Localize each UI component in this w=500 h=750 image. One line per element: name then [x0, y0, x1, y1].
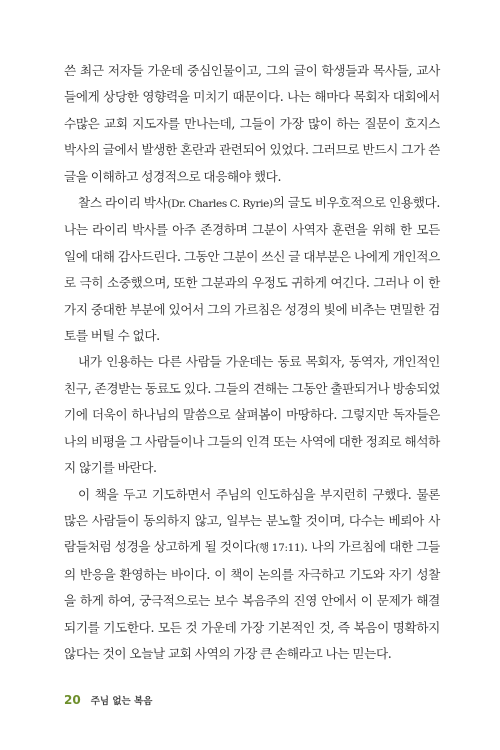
page-footer [64, 693, 152, 707]
paragraph-text-rest: 의 글도 비우호적으로 인용했다. 나는 라이리 박사를 아주 존경하며 그분이 사역자 훈련을 위해 한 모든 일에 대해 감사드린다. 그동안 그분이 쓰신 글 대부분은 나에게 개인적으로 극히 소중했으며, 또한 그분과의 우정도 귀하게 여긴다. 그러나 이 한 가지 중대한 부분에 있어서 그의 가르침은 성경의 빛에 비추는 면밀한 검토를 버틸 수 없다. [64, 195, 441, 344]
running-title: 주님 없는 복음 [90, 696, 153, 707]
paragraph-text-start: 찰스 라이리 박사 [78, 195, 168, 211]
scripture-reference: (행 17:11) [255, 542, 305, 555]
paragraph-prayer [64, 482, 440, 668]
paragraph-ryrie [64, 190, 440, 349]
paragraph-continuation [64, 58, 440, 190]
paragraph-others [64, 349, 440, 481]
paragraph-text: 쓴 최근 저자들 가운데 중심인물이고, 그의 글이 학생들과 목사들, 교사들에게 상당한 영향력을 미치기 때문이다. 나는 해마다 목회자 대회에서 수많은 교회 지도자를 만나는데, 그들이 가장 많이 하는 질문이 호지스 박사의 글에서 발생한 혼란과 관련되어 있었다. 그러므로 반드시 그가 쓴 글을 이해하고 성경적으로 대응해야 했다. [64, 63, 440, 184]
paragraph-text-rest: . 나의 가르침에 대한 그들의 반응을 환영하는 바이다. 이 책이 논의를 자극하고 기도와 자기 성찰을 하게 하여, 궁극적으로는 보수 복음주의 진영 안에서 이 문제가 해결되기를 기도한다. 모든 것 가운데 가장 기본적인 것, 즉 복음이 명확하지 않다는 것이 오늘날 교회 사역의 가장 큰 손해라고 나는 믿는다. [64, 539, 440, 661]
paragraph-text-start: 이 책을 두고 기도하면서 주님의 인도하심을 부지런히 구했다. 물론 많은 사람들이 동의하지 않고, 일부는 분노할 것이며, 다수는 베뢰아 사람들처럼 성경을 상고하게 될 것이다 [64, 486, 440, 555]
english-name-note: (Dr. Charles C. Ryrie) [167, 198, 273, 211]
body-text [64, 58, 440, 667]
page-number: 20 [64, 693, 81, 707]
paragraph-text: 내가 인용하는 다른 사람들 가운데는 동료 목회자, 동역자, 개인적인 친구, 존경받는 동료도 있다. 그들의 견해는 그동안 출판되거나 방송되었기에 더욱이 하나님의 말씀으로 살펴봄이 마땅하다. 그렇지만 독자들은 나의 비평을 그 사람들이나 그들의 인격 또는 사역에 대한 정죄로 해석하지 않기를 바란다. [64, 354, 440, 476]
